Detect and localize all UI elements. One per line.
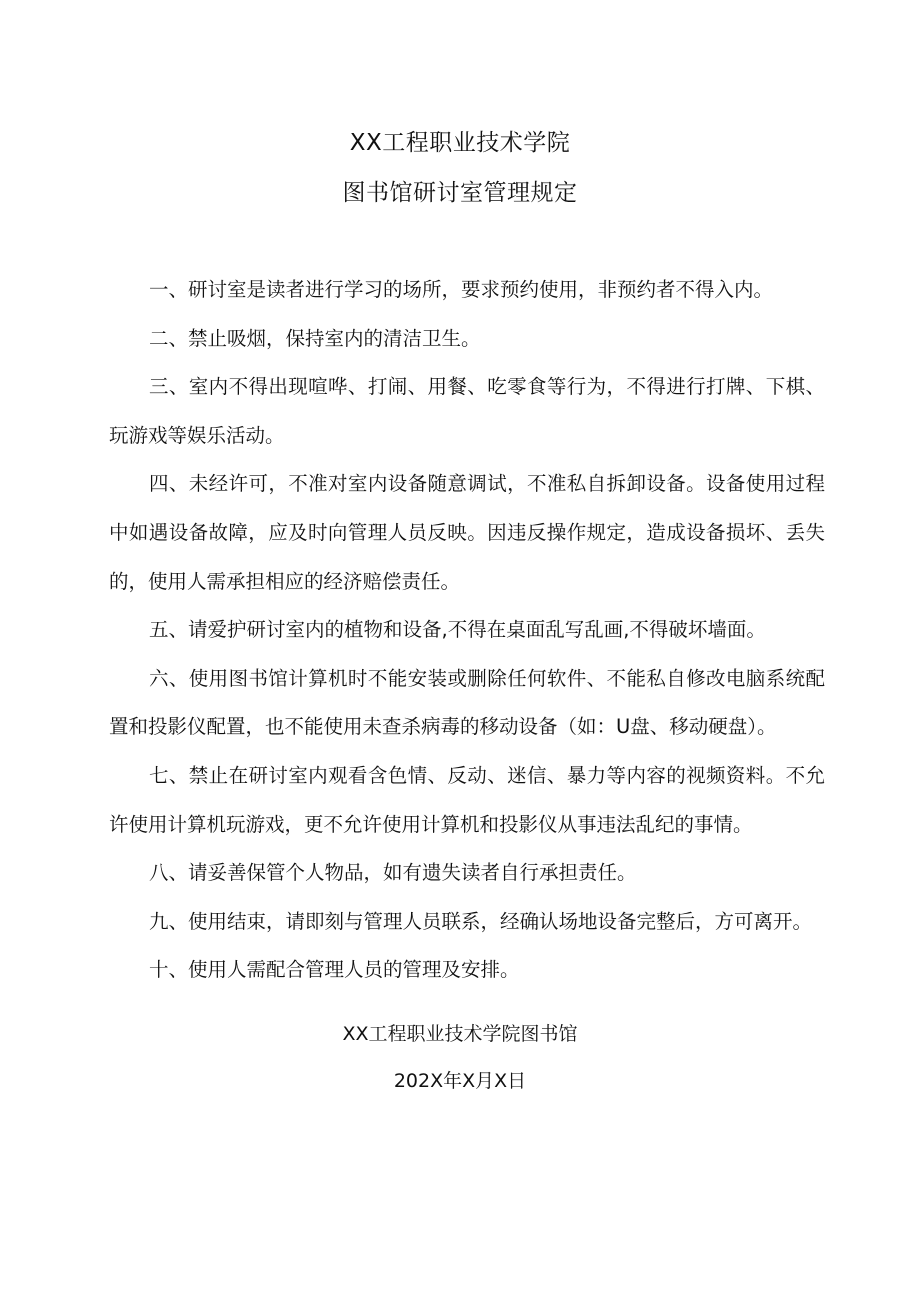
- regulation-item-9: 九、使用结束，请即刻与管理人员联系，经确认场地设备完整后，方可离开。: [149, 909, 813, 933]
- regulation-body: [109, 266, 825, 995]
- regulation-item-2: 二、禁止吸烟，保持室内的清洁卫生。: [149, 326, 481, 350]
- regulation-item-5: 五、请爱护研讨室内的植物和设备,不得在桌面乱写乱画,不得破坏墙面。: [149, 618, 766, 642]
- document-title-line1: XX工程职业技术学院: [349, 130, 571, 156]
- regulation-item-6: 六、使用图书馆计算机时不能安装或删除任何软件、不能私自修改电脑系统配置和投影仪配置，也不能使用未查杀病毒的移动设备（如：U盘、移动硬盘）。: [109, 666, 825, 739]
- regulation-item-10: 十、使用人需配合管理人员的管理及安排。: [149, 958, 520, 982]
- regulation-item-3: 三、室内不得出现喧哗、打闹、用餐、吃零食等行为，不得进行打牌、下棋、玩游戏等娱乐活动。: [109, 375, 825, 447]
- signature-date: 202X年X月X日: [393, 1070, 527, 1092]
- regulation-item-8: 八、请妥善保管个人物品，如有遗失读者自行承担责任。: [149, 861, 637, 885]
- document-title-line2: 图书馆研讨室管理规定: [342, 180, 578, 206]
- regulation-item-4: 四、未经许可，不准对室内设备随意调试，不准私自拆卸设备。设备使用过程中如遇设备故障，应及时向管理人员反映。因违反操作规定，造成设备损坏、丢失的，使用人需承担相应的经济赔偿责任。: [109, 472, 825, 593]
- regulation-item-7: 七、禁止在研讨室内观看含色情、反动、迷信、暴力等内容的视频资料。不允许使用计算机玩游戏，更不允许使用计算机和投影仪从事违法乱纪的事情。: [109, 763, 825, 836]
- signature-organization: XX工程职业技术学院图书馆: [342, 1023, 578, 1045]
- regulation-item-1: 一、研讨室是读者进行学习的场所，要求预约使用，非预约者不得入内。: [149, 278, 774, 301]
